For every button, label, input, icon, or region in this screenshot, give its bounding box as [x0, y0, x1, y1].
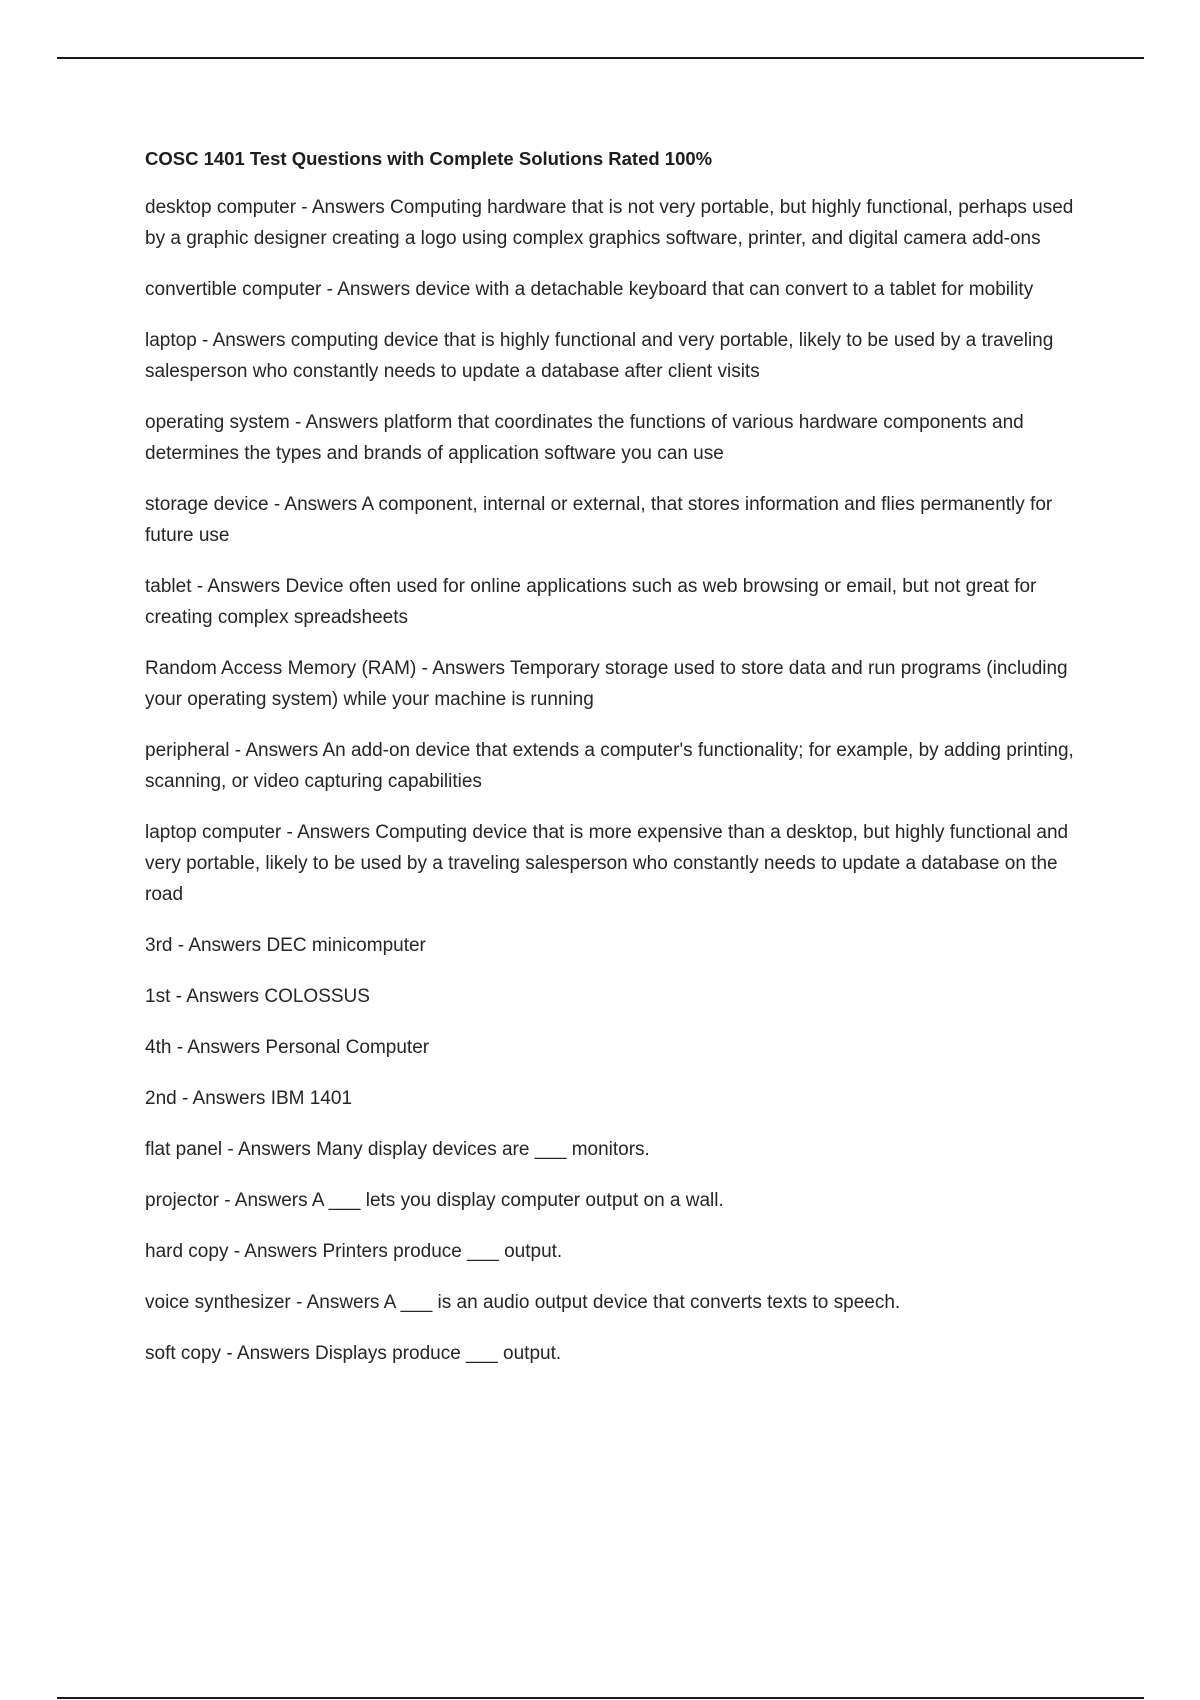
entry-term: soft copy — [145, 1343, 222, 1364]
entry-answer: DEC minicomputer — [266, 935, 426, 956]
answers-label: Answers — [337, 279, 416, 300]
entry-term: laptop computer — [145, 822, 282, 843]
entry-answer: An add-on device that extends a computer's functionality; for example, by adding printing, scanning, or video capturing capabilities — [145, 740, 1074, 792]
entry-separator: - — [229, 740, 246, 761]
answers-label: Answers — [305, 412, 384, 433]
entry-answer: Temporary storage used to store data and run programs (including your operating system) while your machine is running — [145, 658, 1068, 710]
entry-term: hard copy — [145, 1241, 229, 1262]
entry-separator: - — [191, 576, 208, 597]
qa-entry — [145, 325, 1095, 387]
entry-term: laptop — [145, 330, 197, 351]
qa-entry — [145, 1236, 1095, 1267]
qa-entry — [145, 817, 1095, 910]
entry-separator: - — [281, 822, 298, 843]
qa-entry — [145, 489, 1095, 551]
entry-separator: - — [170, 986, 187, 1007]
qa-entry — [145, 1185, 1095, 1216]
qa-entry — [145, 653, 1095, 715]
qa-entry — [145, 930, 1095, 961]
entry-answer: Computing device that is more expensive than a desktop, but highly functional and very portable, likely to be used by a traveling salesperson who constantly needs to update a database on the road — [145, 822, 1069, 905]
entry-term: Random Access Memory (RAM) — [145, 658, 417, 679]
answers-label: Answers — [207, 576, 286, 597]
answers-label: Answers — [245, 740, 323, 761]
entry-separator: - — [196, 330, 213, 351]
entry-separator: - — [296, 197, 312, 218]
entry-separator: - — [290, 1292, 307, 1313]
entry-term: 3rd — [145, 935, 173, 956]
entry-term: 2nd — [145, 1088, 177, 1109]
entry-term: 1st — [145, 986, 171, 1007]
entry-term: flat panel — [145, 1139, 223, 1160]
entry-answer: device with a detachable keyboard that can convert to a tablet for mobility — [415, 279, 1034, 300]
entry-separator: - — [218, 1190, 235, 1211]
entry-answer: IBM 1401 — [270, 1088, 353, 1109]
qa-entry — [145, 1287, 1095, 1318]
qa-entry — [145, 407, 1095, 469]
entry-separator: - — [321, 279, 338, 300]
entry-answer: Many display devices are ___ monitors. — [316, 1139, 650, 1160]
answers-label: Answers — [186, 986, 265, 1007]
entry-term: voice synthesizer — [145, 1292, 291, 1313]
entry-answer: Personal Computer — [265, 1037, 430, 1058]
answers-label: Answers — [237, 1139, 317, 1160]
entry-term: peripheral — [145, 740, 230, 761]
answers-label: Answers — [192, 1088, 271, 1109]
qa-entry — [145, 1032, 1095, 1063]
entry-answer: Displays produce ___ output. — [315, 1343, 562, 1364]
answers-label: Answers — [284, 494, 362, 515]
entry-answer: Computing hardware that is not very portable, but highly functional, perhaps used by a graphic designer creating a logo using complex graphics software, printer, and digital camera add-ons — [145, 197, 1074, 249]
entry-answer: computing device that is highly functional and very portable, likely to be used by a traveling salesperson who constantly needs to update a database after client visits — [145, 330, 1054, 382]
entry-separator: - — [176, 1088, 193, 1109]
document-title: COSC 1401 Test Questions with Complete Solutions Rated 100% — [145, 148, 713, 169]
answers-label: Answers — [212, 330, 291, 351]
entry-term: storage device — [145, 494, 269, 515]
document-body — [145, 146, 1095, 1389]
entry-answer: A component, internal or external, that stores information and flies permanently for future use — [145, 494, 1053, 546]
answers-label: Answers — [311, 197, 391, 218]
qa-entry — [145, 1338, 1095, 1369]
entry-separator: - — [221, 1343, 237, 1364]
page-top-rule — [57, 57, 1144, 59]
entry-term: projector — [145, 1190, 219, 1211]
entry-answer: Device often used for online applications such as web browsing or email, but not great for creating complex spreadsheets — [145, 576, 1037, 628]
answers-label: Answers — [432, 658, 510, 679]
entry-separator: - — [172, 935, 189, 956]
entry-term: operating system — [145, 412, 290, 433]
entry-separator: - — [268, 494, 285, 515]
answers-label: Answers — [306, 1292, 384, 1313]
qa-entry — [145, 571, 1095, 633]
qa-entry — [145, 981, 1095, 1012]
answers-label: Answers — [234, 1190, 312, 1211]
entry-term: 4th — [145, 1037, 172, 1058]
entry-separator: - — [289, 412, 306, 433]
entry-term: tablet — [145, 576, 192, 597]
answers-label: Answers — [236, 1343, 316, 1364]
entry-separator: - — [222, 1139, 238, 1160]
entry-answer: platform that coordinates the functions of various hardware components and determines the types and brands of application software you can use — [145, 412, 1024, 464]
qa-entry — [145, 1083, 1095, 1114]
entry-answer: A ___ lets you display computer output on a wall. — [311, 1190, 724, 1211]
entry-term: convertible computer — [145, 279, 322, 300]
answers-label: Answers — [187, 1037, 266, 1058]
answers-label: Answers — [188, 935, 267, 956]
answers-label: Answers — [244, 1241, 323, 1262]
entry-separator: - — [228, 1241, 245, 1262]
qa-entry — [145, 1134, 1095, 1165]
qa-entry — [145, 274, 1095, 305]
entry-separator: - — [416, 658, 433, 679]
entry-separator: - — [171, 1037, 188, 1058]
qa-entry — [145, 192, 1095, 254]
qa-list — [145, 192, 1095, 1369]
entry-answer: COLOSSUS — [264, 986, 370, 1007]
entry-term: desktop computer — [145, 197, 297, 218]
entry-answer: A ___ is an audio output device that converts texts to speech. — [383, 1292, 901, 1313]
qa-entry — [145, 735, 1095, 797]
entry-answer: Printers produce ___ output. — [322, 1241, 563, 1262]
page-bottom-rule — [57, 1697, 1144, 1699]
answers-label: Answers — [297, 822, 376, 843]
